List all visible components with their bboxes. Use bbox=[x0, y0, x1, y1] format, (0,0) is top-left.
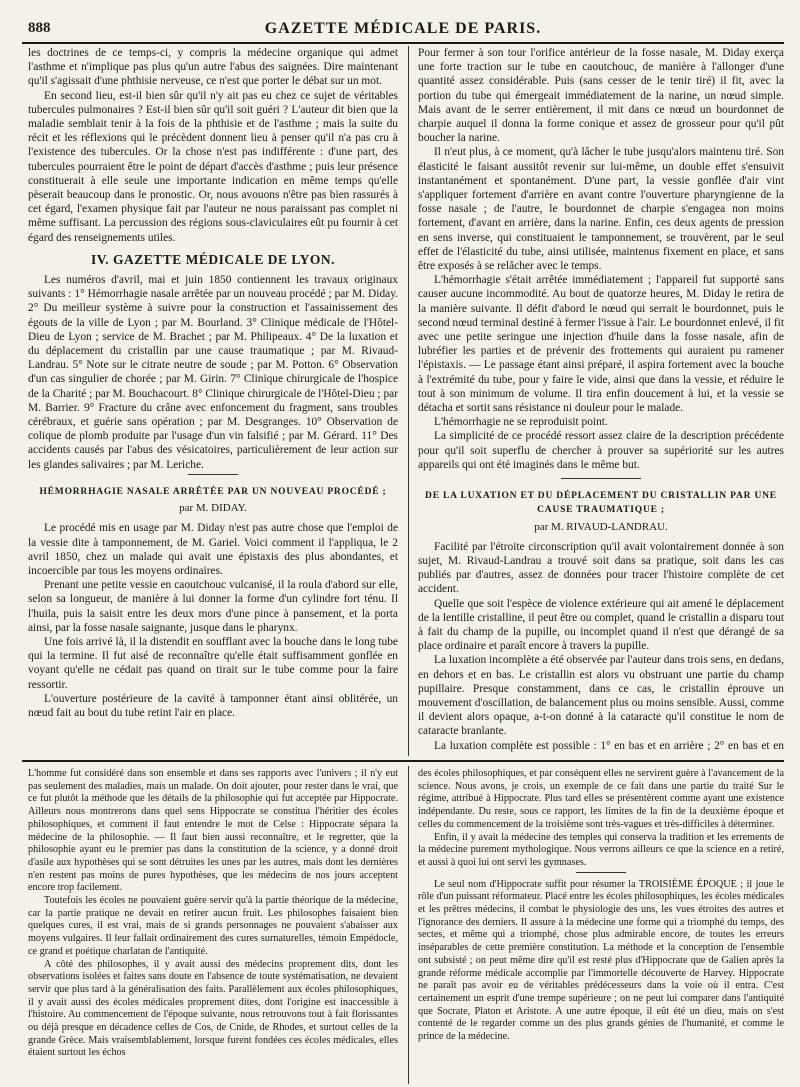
paragraph: des écoles philosophiques, et par conséquent elles ne servirent guère à l'avancement de la science. Nous avons, je crois, un exemple de ce fait dans une partie du traité Sur le régime, attribué à Hippocrate. Plus tard elles se présentèrent comme ayant une existence indépendante. Du reste, sous ce rapport, les limites de la fin de la deuxième époque et celles du commencement de la troisième sont très-vagues et très-difficiles à déterminer. bbox=[418, 768, 784, 830]
paragraph: L'hémorrhagie s'était arrêtée immédiatement ; l'appareil fut supporté sans causer aucune incommodité. Au bout de quatorze heures, M. Diday le retira de la manière suivante. Il défit d'abord le nœud qui serrait le bourdonnet, puis le second nœud terminal destiné à fermer l'issue à l'air. Le bourdonnet enlevé, il fit avec une petite seringue une injection d'huile dans la fosse nasale, afin de lubréfier les parties et de prévenir des frottements qui auraient pu ramener l'épistaxis. — Le passage étant ainsi préparé, il aspira fortement avec la bouche à l'extrémité du tube, pour y faire le vide, ainsi que dans la vessie, et réduire le tout à son minimum de volume. Il tira enfin doucement à lui, et la vessie se détacha et sortit sans résistance ni douleur pour le malade. bbox=[418, 274, 784, 415]
paragraph: les doctrines de ce temps-ci, y compris la médecine organique qui admet l'asthme et n'implique pas plus qu'un autre l'abus des saignées. Dire maintenant qu'il s'agissait d'une phthisie nerveuse, ce n'est que porter le débat sur un mot. bbox=[28, 47, 398, 88]
article-title bbox=[28, 485, 398, 499]
paragraph: La luxation incomplète a été observée par l'auteur dans trois sens, en dedans, en dehors et en bas. Le cristallin est alors vu obstruant une partie du champ pupillaire. Presque constamment, dans ce cas, le cristallin éprouve un mouvement d'oscillation, de balancement plus ou moins sensible. Aussi, comme il devient alors opaque, a-t-on donné à la cataracte qu'il constitue le nom de cataracte branlante. bbox=[418, 654, 784, 738]
divider bbox=[576, 872, 626, 873]
newspaper-page bbox=[22, 0, 784, 1087]
paragraph: En second lieu, est-il bien sûr qu'il n'y ait pas eu chez ce sujet de véritables tubercules pulmonaires ? Est-il bien sûr qu'il soit guéri ? L'auteur dit bien que la maladie semblait tenir à la fois de la phthisie et de l'asthme ; mais la suite du récit et les réflexions qui le précèdent donnent lieu à penser qu'il n'a pas cru à l'existence des tubercules. Or la chose n'est pas indifférente : d'une part, des tubercules pourraient être le point de départ d'accès d'asthme ; puis leur présence constituerait à elle seule une importante indication en même temps qu'elle pèserait beaucoup dans le pronostic. Or, nous avouons n'être pas bien rassurés à cet égard, l'examen physique fait par l'auteur ne nous paraissant pas complet ni même suffisant. La percussion des régions sous-claviculaires eût pu fournir à cet égard des renseignements utiles. bbox=[28, 89, 398, 244]
paragraph: Facilité par l'étroite circonscription qu'il avait volontairement donnée à son sujet, M. Rivaud-Landrau a trouvé soit dans sa pratique, soit dans les cas publiés par d'autres, assez de données pour tracer l'histoire complète de cet accident. bbox=[418, 540, 784, 596]
section-title: IV. GAZETTE MÉDICALE DE LYON. bbox=[90, 251, 336, 267]
article-title-text: DE LA LUXATION ET DU DÉPLACEMENT DU CRISTALLIN PAR UNE CAUSE TRAUMATIQUE ; bbox=[425, 491, 777, 516]
article-title bbox=[418, 489, 784, 517]
paragraph: Une fois arrivé là, il la distendit en soufflant avec la bouche dans le long tube qui la termine. Il fut aisé de reconnaître qu'elle était suffisamment gonflée en voyant qu'elle ne cédait pas quand on tirait sur le tube comme pour la faire ressortir. bbox=[28, 635, 398, 691]
article-title-text: HÉMORRHAGIE NASALE ARRÊTÉE PAR UN NOUVEAU PROCÉDÉ ; bbox=[39, 486, 387, 497]
upper-left-column bbox=[28, 46, 398, 754]
article-byline: par M. RIVAUD-LANDRAU. bbox=[534, 520, 668, 533]
paragraph: Toutefois les écoles ne pouvaient guère servir qu'à la partie théorique de la médecine, car la partie pratique ne devait en retirer aucun fruit. Les philosophes faisaient bien quelques cures, il est vrai, mais de si grands personnages ne pouvaient s'abaisser aux moyens vulgaires. Il leur fallait ordinairement des cures surnaturelles, témoin Empédocle, ce grand et poétique charlatan de l'antiquité. bbox=[28, 895, 398, 957]
page-header bbox=[22, 22, 784, 44]
divider bbox=[561, 478, 641, 479]
paragraph: A côté des philosophes, il y avait aussi des médecins proprement dits, dont les observations isolées et faites sans doute en l'absence de toute systématisation, ne devaient servir que plus tard à la généralisation des faits. Parallèlement aux écoles philosophiques, il y avait aussi des écoles médicales proprement dites, dont l'origine est inaccessible à l'histoire. Au commencement de l'époque suivante, nous retrouvons tout à fait florissantes ou déjà presque en décadence celles de Cos, de Cnide, de Rhodes, et surtout celles de la grande Grèce. Mais vraisemblablement, lorsque furent fondées ces écoles médicales, elles étaient surtout les échos bbox=[28, 958, 398, 1059]
upper-right-column bbox=[418, 46, 784, 754]
paragraph: Quelle que soit l'espèce de violence extérieure qui ait amené le déplacement de la lentille cristalline, il peut être ou complet, quand le cristallin a disparu tout à fait du champ de la pupille, ou incomplet quand il n'est que dérangé de sa place ordinaire et paraît encore à travers la pupille. bbox=[418, 597, 784, 653]
column-divider bbox=[408, 766, 409, 1084]
paragraph: La luxation complète est possible : 1° en bas et en arrière ; 2° en bas et en bbox=[434, 739, 784, 752]
paragraph: L'hémorrhagie ne se reproduisit point. bbox=[434, 416, 608, 429]
paragraph: Le procédé mis en usage par M. Diday n'est pas autre chose que l'emploi de la vessie dite à tamponnement, de M. Gariel. Voici comment il l'appliqua, le 2 avril 1850, chez un malade qui avait une épistaxis des plus abondantes, et incoercible par tous les moyens ordinaires. bbox=[28, 522, 398, 577]
feuilleton-divider bbox=[22, 760, 784, 762]
paragraph: La simplicité de ce procédé ressort assez claire de la description précédente pour qu'il soit superflu de chercher à prouver sa supériorité sur les autres appareils qui ont été imaginés dans le même but. bbox=[418, 430, 784, 471]
paragraph: Il n'eut plus, à ce moment, qu'à lâcher le tube jusqu'alors maintenu tiré. Son élasticité le faisant aussitôt revenir sur lui-même, un double effet s'ensuivit instantanément et spontanément. D'une part, la vessie gonflée d'air vint s'appliquer fortement d'arrière en avant contre l'ouverture pharyngienne de la fosse nasale ; de l'autre, le bourdonnet de charpie s'engagea non moins fortement, d'avant en arrière, dans la narine. Enfin, ces deux agents de pression en sens inverse, qui constituaient le tamponnement, se trouvèrent, par le seul effet de l'élasticité du tube, ainsi utilisée, maintenus fixement en place, et sans être exposés à se relâcher avec le temps. bbox=[418, 146, 784, 273]
paragraph: Pour fermer à son tour l'orifice antérieur de la fosse nasale, M. Diday exerça une forte traction sur le tube en caoutchouc, de manière à l'allonger d'une quantité assez considérable. Puis (sans cesser de le tenir tiré) il fit, avec la portion du tube qui émergeait immédiatement de la narine, un nœud simple. Mais avant de le serrer entièrement, il mit dans ce nœud un bourdonnet de charpie auquel il donna la forme conique et assez de grosseur pour qu'il pût boucher la narine. bbox=[418, 47, 784, 145]
paragraph: Le seul nom d'Hippocrate suffit pour résumer la TROISIÈME ÉPOQUE ; il joue le rôle d'un puissant réformateur. Placé entre les écoles philosophiques, les écoles médicales et les prêtres médecins, il combat le physiologie des uns, les vues étroites des autres et l'ignorance des derniers. Il assure à la médecine une forme qui a triomphé du temps, des sectes, et même qui a triomphé, chose plus admirable encore, de toutes les erreurs inséparables de cette première constitution. La méthode et la conception de l'ensemble ont subsisté ; on peut même dire qu'il est resté plus d'Hippocrate que de Galien après la grande réforme médicale accomplie par l'immortelle découverte de Harvey. Hippocrate ne paraît pas avoir eu de véritables prédécesseurs dans la voie où il entra. C'est certainement un esprit d'une trempe supérieure ; on ne peut lui comparer dans l'antiquité que Socrate, Platon et Aristote. A une autre époque, il eût été un dieu, mais on s'est contenté de le regarder comme un des plus grands génies de l'humanité, et comme le prince de la médecine. bbox=[418, 878, 784, 1043]
divider bbox=[188, 474, 238, 475]
paragraph: Les numéros d'avril, mai et juin 1850 contiennent les travaux originaux suivants : 1° Hémorrhagie nasale arrêtée par un nouveau procédé ; par M. Diday. 2° Du meilleur système à suivre pour la construction et l'assainissement des égouts de la ville de Lyon ; par M. Bourland. 3° Clinique médicale de l'Hôtel-Dieu de Lyon ; service de M. Brachet ; par M. Philipeaux. 4° De la luxation et du déplacement du cristallin par une cause traumatique ; par M. Rivaud-Landrau. 5° Note sur le citrate neutre de soude ; par M. Potton. 6° Observation d'un cas singulier de chorée ; par M. Girin. 7° Clinique chirurgicale de l'hospice de la Charité ; par M. Bouchacourt. 8° Clinique chirurgicale de l'Hôtel-Dieu ; par M. Barrier. 9° Fracture du crâne avec enfoncement du fragment, sans troubles cérébraux, et guérie sans opération ; par M. Desgranges. 10° Observation de colique de plomb produite par l'usage d'un vin falsifié ; par M. Gérard. 11° Des accidents causés par l'abus des vésicatoires, particulièrement de leur action sur les glandes salivaires ; par M. Leriche. bbox=[28, 274, 398, 471]
column-divider bbox=[408, 46, 409, 756]
article-byline: par M. DIDAY. bbox=[179, 502, 247, 515]
journal-title: GAZETTE MÉDICALE DE PARIS. bbox=[264, 20, 542, 37]
paragraph: Enfin, il y avait la médecine des temples qui conserva la tradition et les errements de la médecine purement mythologique. Nous verrons ailleurs ce que la science en a retiré, et aussi à quoi lui ont servi les gymnases. bbox=[418, 831, 784, 868]
page-number: 888 bbox=[28, 20, 51, 36]
paragraph: L'homme fut considéré dans son ensemble et dans ses rapports avec l'univers ; il n'y eut pas seulement des maladies, mais un malade. On doit ajouter, pour rester dans le vrai, que ce fut plutôt la méthode que les détails de la philosophie qui fut acceptée par Hippocrate. Ailleurs nous montrerons dans quel sens Hippocrate se constitua l'héritier des écoles philosophiques, et comment il faut entendre le mot de Celse : Hippocrate sépara la médecine de la philosophie. — Il faut bien aussi reconnaître, et le regretter, que la philosophie ayant eu le premier pas dans la constitution de la science, y a donné droit d'asile aux hypothèses qui se sont détruites les unes par les autres, mais dont les dernières n'en restent pas moins de pures hypothèses, que les médecins de nos jours acceptent encore trop facilement. bbox=[28, 768, 398, 894]
lower-right-column bbox=[418, 768, 784, 1084]
paragraph: Prenant une petite vessie en caoutchouc vulcanisé, il la roula d'abord sur elle, selon sa longueur, de manière à lui donner la forme d'un cylindre fort ténu. Il l'huila, puis la saisit entre les deux mors d'une pince à pansement, et la porta ainsi, par la fosse nasale saignante, jusque dans le pharynx. bbox=[28, 579, 398, 634]
paragraph: L'ouverture postérieure de la cavité à tamponner étant ainsi oblitérée, un nœud fait au bout du tube retint l'air en place. bbox=[28, 692, 398, 719]
lower-left-column bbox=[28, 768, 398, 1084]
